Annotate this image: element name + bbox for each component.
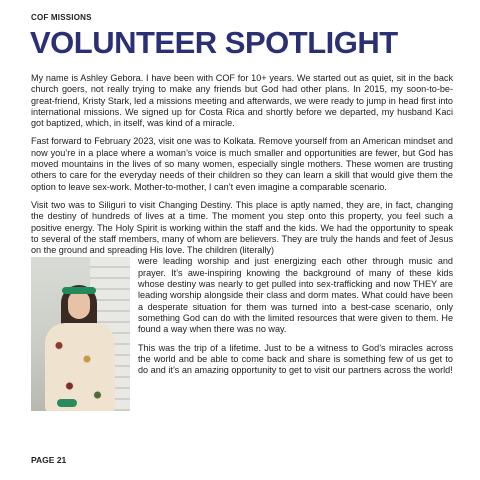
article-body (31, 73, 453, 413)
paragraph-siliguri-text: Visit two was to Siliguri to visit Changing Destiny. This place is aptly named, they are, in fact, changing the destiny of hundreds of lives at a time. The moment you step onto this property, you feel such a positive energy. The Holy Spirit is working within the staff and the kids. We had the opportunity to speak to several of the staff members, many of whom are believers. They are truly the hands and feet of Jesus on the ground and spreading His love. The children (literally) (31, 199, 453, 256)
photo-wrap-block (31, 256, 453, 376)
section-label: COF MISSIONS (31, 13, 92, 22)
paragraph-siliguri (31, 200, 453, 256)
photo-face (68, 291, 90, 319)
page-title: VOLUNTEER SPOTLIGHT (30, 25, 398, 60)
photo-headband (62, 287, 96, 294)
paragraph-intro: My name is Ashley Gebora. I have been with COF for 10+ years. We started out as quiet, sit in the back church goers, not really trying to make any friends but God had other plans. In 2015, my soon-to-be-great-friend, Kristy Stark, led a missions meeting and afterwards, we were ready to jump in head first into international missions. We signed up for Costa Rica and shortly before we departed, my husband Kaci got baptized, which, in itself, was kind of a miracle. (31, 73, 453, 129)
paragraph-closing: This was the trip of a lifetime. Just to be a witness to God’s miracles across the world and be able to come back and share is something few of us get to do and it’s an amazing opportunity to get to visit our partners across the world! (138, 342, 453, 376)
paragraph-siliguri-continued: were leading worship and just energizing each other through music and prayer. It’s awe-inspiring knowing the background of many of these kids whose destiny was nearly to get pulled into sex-trafficking and now THEY are leading worship alongside their class and dorm mates. What could have been a desperate situation for them was turned into a best-case scenario, only something God can do with the limited resources that were given to them. He found a way when there was no way. (138, 256, 453, 335)
volunteer-photo (31, 257, 130, 411)
paragraph-kolkata: Fast forward to February 2023, visit one was to Kolkata. Remove yourself from an American mindset and now you’re in a place where a woman’s voice is much smaller and opportunities are fewer, but God has moved mountains in the lives of so many women, especially single mothers. These women are trusting others to care for the everyday needs of their children so they can learn a skill that would give them the option to leave sex-work. Mother-to-mother, I can’t even imagine a comparable scenario. (31, 136, 453, 192)
photo-shoe (57, 399, 77, 407)
photo-dress (45, 323, 115, 411)
page-number: PAGE 21 (31, 455, 67, 465)
